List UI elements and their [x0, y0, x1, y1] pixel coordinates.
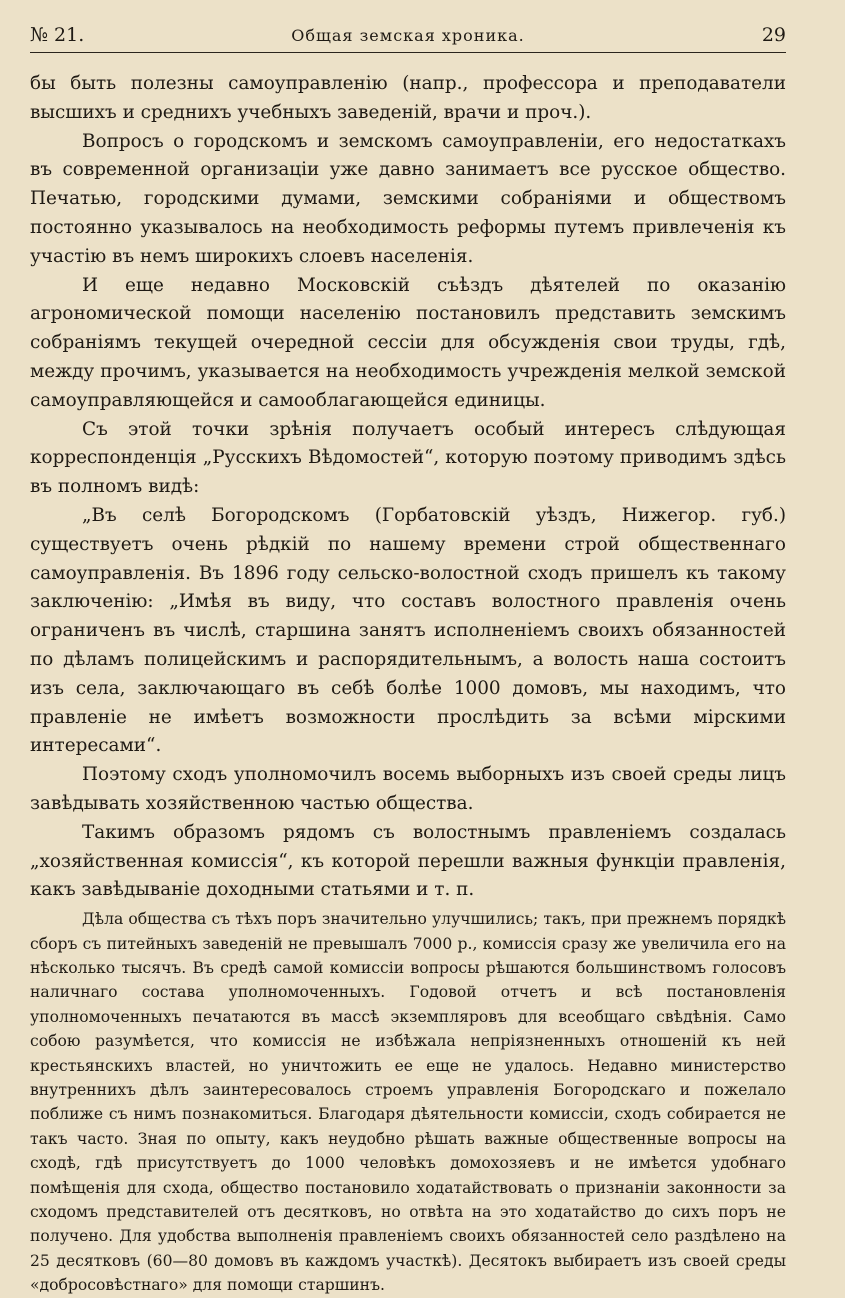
quoted-paragraph: „Въ селѣ Богородскомъ (Горбатовскій уѣздъ, Нижегор. губ.) существуетъ очень рѣдкій по нашему времени строй общественнаго самоуправленія. Въ 1896 году сельско-волостной сходъ пришелъ къ такому заключенію: „Имѣя въ виду, что составъ волостного правленія очень ограниченъ въ числѣ, старшина занятъ исполненіемъ своихъ обязанностей по дѣламъ полицейскимъ и распорядительнымъ, а волость наша состоитъ изъ села, заключающаго въ себѣ болѣе 1000 домовъ, мы находимъ, что правленіе не имѣетъ возможности прослѣдить за всѣми мірскими интересами“. [30, 504, 786, 757]
small-print-paragraph: Дѣла общества съ тѣхъ поръ значительно улучшились; такъ, при прежнемъ порядкѣ сборъ съ питейныхъ заведеній не превышалъ 7000 р., комиссія сразу же увеличила его на нѣсколько тысячъ. Въ средѣ самой комиссіи вопросы рѣшаются большинствомъ голосовъ наличнаго состава уполномоченныхъ. Годовой отчетъ и всѣ постановленія уполномоченныхъ печатаются въ массѣ экземпляровъ для всеобщаго свѣдѣнія. Само собою разумѣется, что комиссія не избѣжала непріязненныхъ отношеній къ ней крестьянскихъ властей, но уничтожить ее еще не удалось. Недавно министерство внутреннихъ дѣлъ заинтересовалось строемъ управленія Богородскаго и пожелало поближе съ нимъ познакомиться. Благодаря дѣятельности комиссіи, сходъ собирается не такъ часто. Зная по опыту, какъ неудобно рѣшать важные общественные вопросы на сходѣ, гдѣ присутствуетъ до 1000 человѣкъ домохозяевъ и не имѣется удобнаго помѣщенія для схода, общество постановило ходатайствовать о признаніи законности за сходомъ представителей отъ десятковъ, но отвѣта на это ходатайство до сихъ поръ не получено. Для удобства выполненія правленіемъ своихъ обязанностей село раздѣлено на 25 десятковъ (60—80 домовъ въ каждомъ участкѣ). Десятокъ выбираетъ изъ своей среды «добросовѣстнаго» для помощи старшинъ. [30, 910, 786, 1295]
paragraph: Съ этой точки зрѣнія получаетъ особый интересъ слѣдующая корреспонденція „Русскихъ Вѣдомостей“, которую поэтому приводимъ здѣсь въ полномъ видѣ: [30, 418, 786, 498]
paragraph: бы быть полезны самоуправленію (напр., профессора и преподаватели высшихъ и среднихъ учебныхъ заведеній, врачи и проч.). [30, 73, 786, 123]
issue-number: № 21. [30, 24, 85, 46]
paragraph: Поэтому сходъ уполномочилъ восемь выборныхъ изъ своей среды лицъ завѣдывать хозяйственною частью общества. [30, 764, 786, 814]
running-title: Общая земская хроника. [291, 26, 525, 45]
paragraph: Такимъ образомъ рядомъ съ волостнымъ правленіемъ создалась „хозяйственная комиссія“, къ которой перешли важныя функціи правленія, какъ завѣдываніе доходными статьями и т. п. [30, 821, 786, 901]
paragraph: И еще недавно Московскій съѣздъ дѣятелей по оказанію агрономической помощи населенію постановилъ представить земскимъ собраніямъ текущей очередной сессіи для обсужденія свои труды, гдѣ, между прочимъ, указывается на необходимость учрежденія мелкой земской самоуправляющейся и самооблагающейся единицы. [30, 274, 786, 411]
paragraph: Вопросъ о городскомъ и земскомъ самоуправленіи, его недостаткахъ въ современной организаціи уже давно занимаетъ все русское общество. Печатью, городскими думами, земскими собраніями и обществомъ постоянно указывалось на необходимость реформы путемъ привлеченія къ участію въ немъ широкихъ слоевъ населенія. [30, 130, 786, 267]
page-header [30, 22, 786, 53]
article-body [30, 70, 786, 1298]
page-number: 29 [761, 24, 786, 46]
